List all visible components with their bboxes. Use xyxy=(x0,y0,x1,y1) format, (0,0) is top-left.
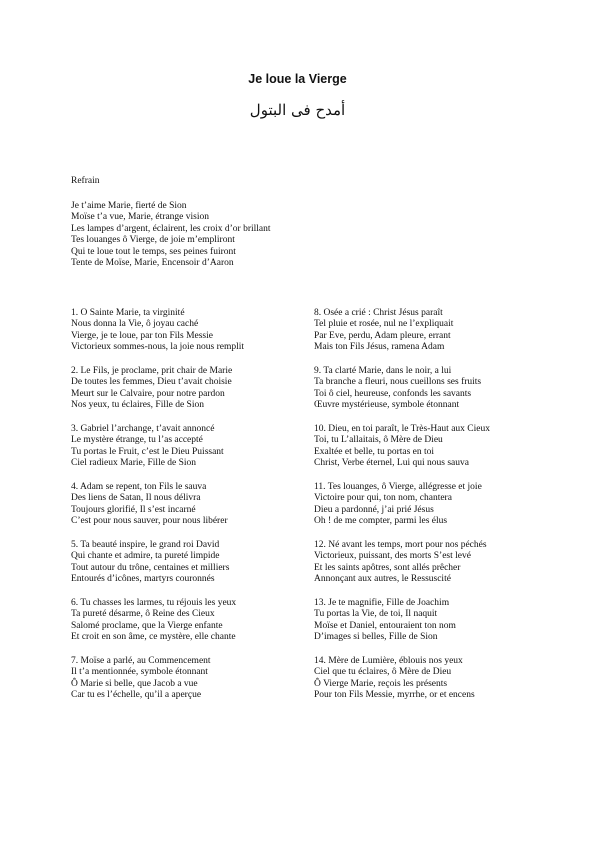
verse-stanza xyxy=(314,366,554,424)
verse-line: Nos yeux, tu éclaires, Fille de Sion xyxy=(71,400,204,411)
refrain-line: Tes louanges ô Vierge, de joie m’empliront xyxy=(71,235,235,246)
verse-line: Et croit en son âme, ce mystère, elle chante xyxy=(71,632,236,643)
verse-line: 1. Ô Sainte Marie, ta virginité xyxy=(71,308,185,318)
verse-line: 7. Moïse a parlé, au Commencement xyxy=(71,656,211,666)
verse-stanza xyxy=(314,482,554,540)
verse-stanza xyxy=(314,656,554,714)
verse-line: Ô Vierge Marie, reçois les présents xyxy=(314,678,448,689)
verse-line: Christ, Verbe éternel, Lui qui nous sauva xyxy=(314,458,469,469)
verse-stanza xyxy=(71,656,311,714)
verse-line: Tout autour du trône, centaines et milliers xyxy=(71,562,230,573)
verse-line: 12. Né avant les temps, mort pour nos péchés xyxy=(314,540,487,550)
verse-line: 5. Ta beauté inspire, le grand roi David xyxy=(71,540,220,550)
verse-line: Toi ô ciel, heureuse, confonds les savants xyxy=(314,388,472,399)
verse-line: Il t’a mentionnée, symbole étonnant xyxy=(71,667,208,678)
verse-stanza xyxy=(71,540,311,598)
refrain-line: Tente de Moïse, Marie, Encensoir d’Aaron xyxy=(71,258,234,269)
verse-stanza xyxy=(314,424,554,482)
verse-line: 4. Adam se repent, ton Fils le sauva xyxy=(71,482,207,492)
verse-line: Moïse et Daniel, entouraient ton nom xyxy=(314,620,456,631)
verse-line: Tu portas le Fruit, c’est le Dieu Puissant xyxy=(71,446,224,457)
verse-line: Toujours glorifié, Il s’est incarné xyxy=(71,504,196,515)
verse-line: Victorieux sommes-nous, la joie nous remplit xyxy=(71,342,245,353)
verse-line: Des liens de Satan, Il nous délivra xyxy=(71,493,201,504)
page-title: Je loue la Vierge xyxy=(248,72,347,86)
verse-line: De toutes les femmes, Dieu t’avait choisie xyxy=(71,377,232,388)
verse-line: Par Eve, perdu, Adam pleure, errant xyxy=(314,330,451,341)
refrain-block xyxy=(71,201,271,269)
verse-line: Nous donna la Vie, ô joyau caché xyxy=(71,319,199,330)
refrain-line: Les lampes d’argent, éclairent, les croix d’or brillant xyxy=(71,223,271,234)
arabic-subtitle: أمدح فى البتول xyxy=(249,101,346,119)
refrain-line: Moïse t’a vue, Marie, étrange vision xyxy=(71,212,209,223)
verse-line: Ô Marie si belle, que Jacob a vue xyxy=(71,678,198,689)
verse-line: D’images si belles, Fille de Sion xyxy=(314,632,438,643)
verses-left-column xyxy=(71,308,311,714)
verse-line: Oh ! de me compter, parmi les élus xyxy=(314,516,448,527)
verse-stanza xyxy=(314,308,554,366)
verse-line: 14. Mère de Lumière, éblouis nos yeux xyxy=(314,656,463,666)
verse-line: Tu portas la Vie, de toi, Il naquit xyxy=(314,609,438,620)
verse-line: Victoire pour qui, ton nom, chantera xyxy=(314,493,452,504)
verse-line: Entourés d’icônes, martyrs couronnés xyxy=(71,574,215,585)
verse-line: 10. Dieu, en toi paraît, le Très-Haut aux Cieux xyxy=(314,424,490,434)
verse-line: Victorieux, puissant, des morts S’est levé xyxy=(314,551,471,562)
verse-line: 3. Gabriel l’archange, t’avait annoncé xyxy=(71,424,215,434)
verse-line: 6. Tu chasses les larmes, tu réjouis les yeux xyxy=(71,598,237,608)
refrain-line: Je t’aime Marie, fierté de Sion xyxy=(71,201,187,211)
verse-stanza xyxy=(71,424,311,482)
verse-line: Ciel radieux Marie, Fille de Sion xyxy=(71,458,197,469)
verse-line: Œuvre mystérieuse, symbole étonnant xyxy=(314,400,460,411)
verse-line: Ta pureté désarme, ô Reine des Cieux xyxy=(71,609,215,620)
verse-line: Ta branche a fleuri, nous cueillons ses fruits xyxy=(314,377,482,388)
verse-line: Qui chante et admire, ta pureté limpide xyxy=(71,551,220,562)
verse-line: Meurt sur le Calvaire, pour notre pardon xyxy=(71,388,225,399)
verse-line: Le mystère étrange, tu l’as accepté xyxy=(71,435,203,446)
verse-stanza xyxy=(71,598,311,656)
verse-line: Salomé proclame, que la Vierge enfante xyxy=(71,620,223,631)
verse-line: Dieu a pardonné, j’ai prié Jésus xyxy=(314,504,434,515)
verse-line: Car tu es l’échelle, qu’il a aperçue xyxy=(71,690,202,701)
verse-line: 2. Le Fils, je proclame, prit chair de Marie xyxy=(71,366,233,376)
verse-line: Et les saints apôtres, sont allés prêcher xyxy=(314,562,461,573)
verse-line: Annonçant aux autres, le Ressuscité xyxy=(314,574,451,585)
verse-line: 8. Osée a crié : Christ Jésus paraît xyxy=(314,308,443,318)
verse-line: 11. Tes louanges, ô Vierge, allégresse et joie xyxy=(314,482,482,492)
verse-stanza xyxy=(71,366,311,424)
verse-line: 9. Ta clarté Marie, dans le noir, a lui xyxy=(314,366,452,376)
verse-line: Vierge, je te loue, par ton Fils Messie xyxy=(71,330,213,341)
verse-line: Ciel que tu éclaires, ô Mère de Dieu xyxy=(314,667,452,678)
verse-line: Pour ton Fils Messie, myrrhe, or et encens xyxy=(314,690,475,701)
verses-right-column xyxy=(314,308,554,714)
verse-line: Toi, tu L’allaitais, ô Mère de Dieu xyxy=(314,435,443,446)
verse-line: 13. Je te magnifie, Fille de Joachim xyxy=(314,598,450,608)
verse-stanza xyxy=(71,308,311,366)
verse-line: Tel pluie et rosée, nul ne l’expliquait xyxy=(314,319,454,330)
verse-line: Mais ton Fils Jésus, ramena Adam xyxy=(314,342,445,353)
verse-stanza xyxy=(314,598,554,656)
refrain-line: Qui te loue tout le temps, ses peines fuiront xyxy=(71,246,236,257)
refrain-label: Refrain xyxy=(71,176,100,186)
verse-line: C’est pour nous sauver, pour nous libérer xyxy=(71,516,228,527)
verse-stanza xyxy=(314,540,554,598)
verse-stanza xyxy=(71,482,311,540)
verse-line: Exaltée et belle, tu portas en toi xyxy=(314,446,435,457)
